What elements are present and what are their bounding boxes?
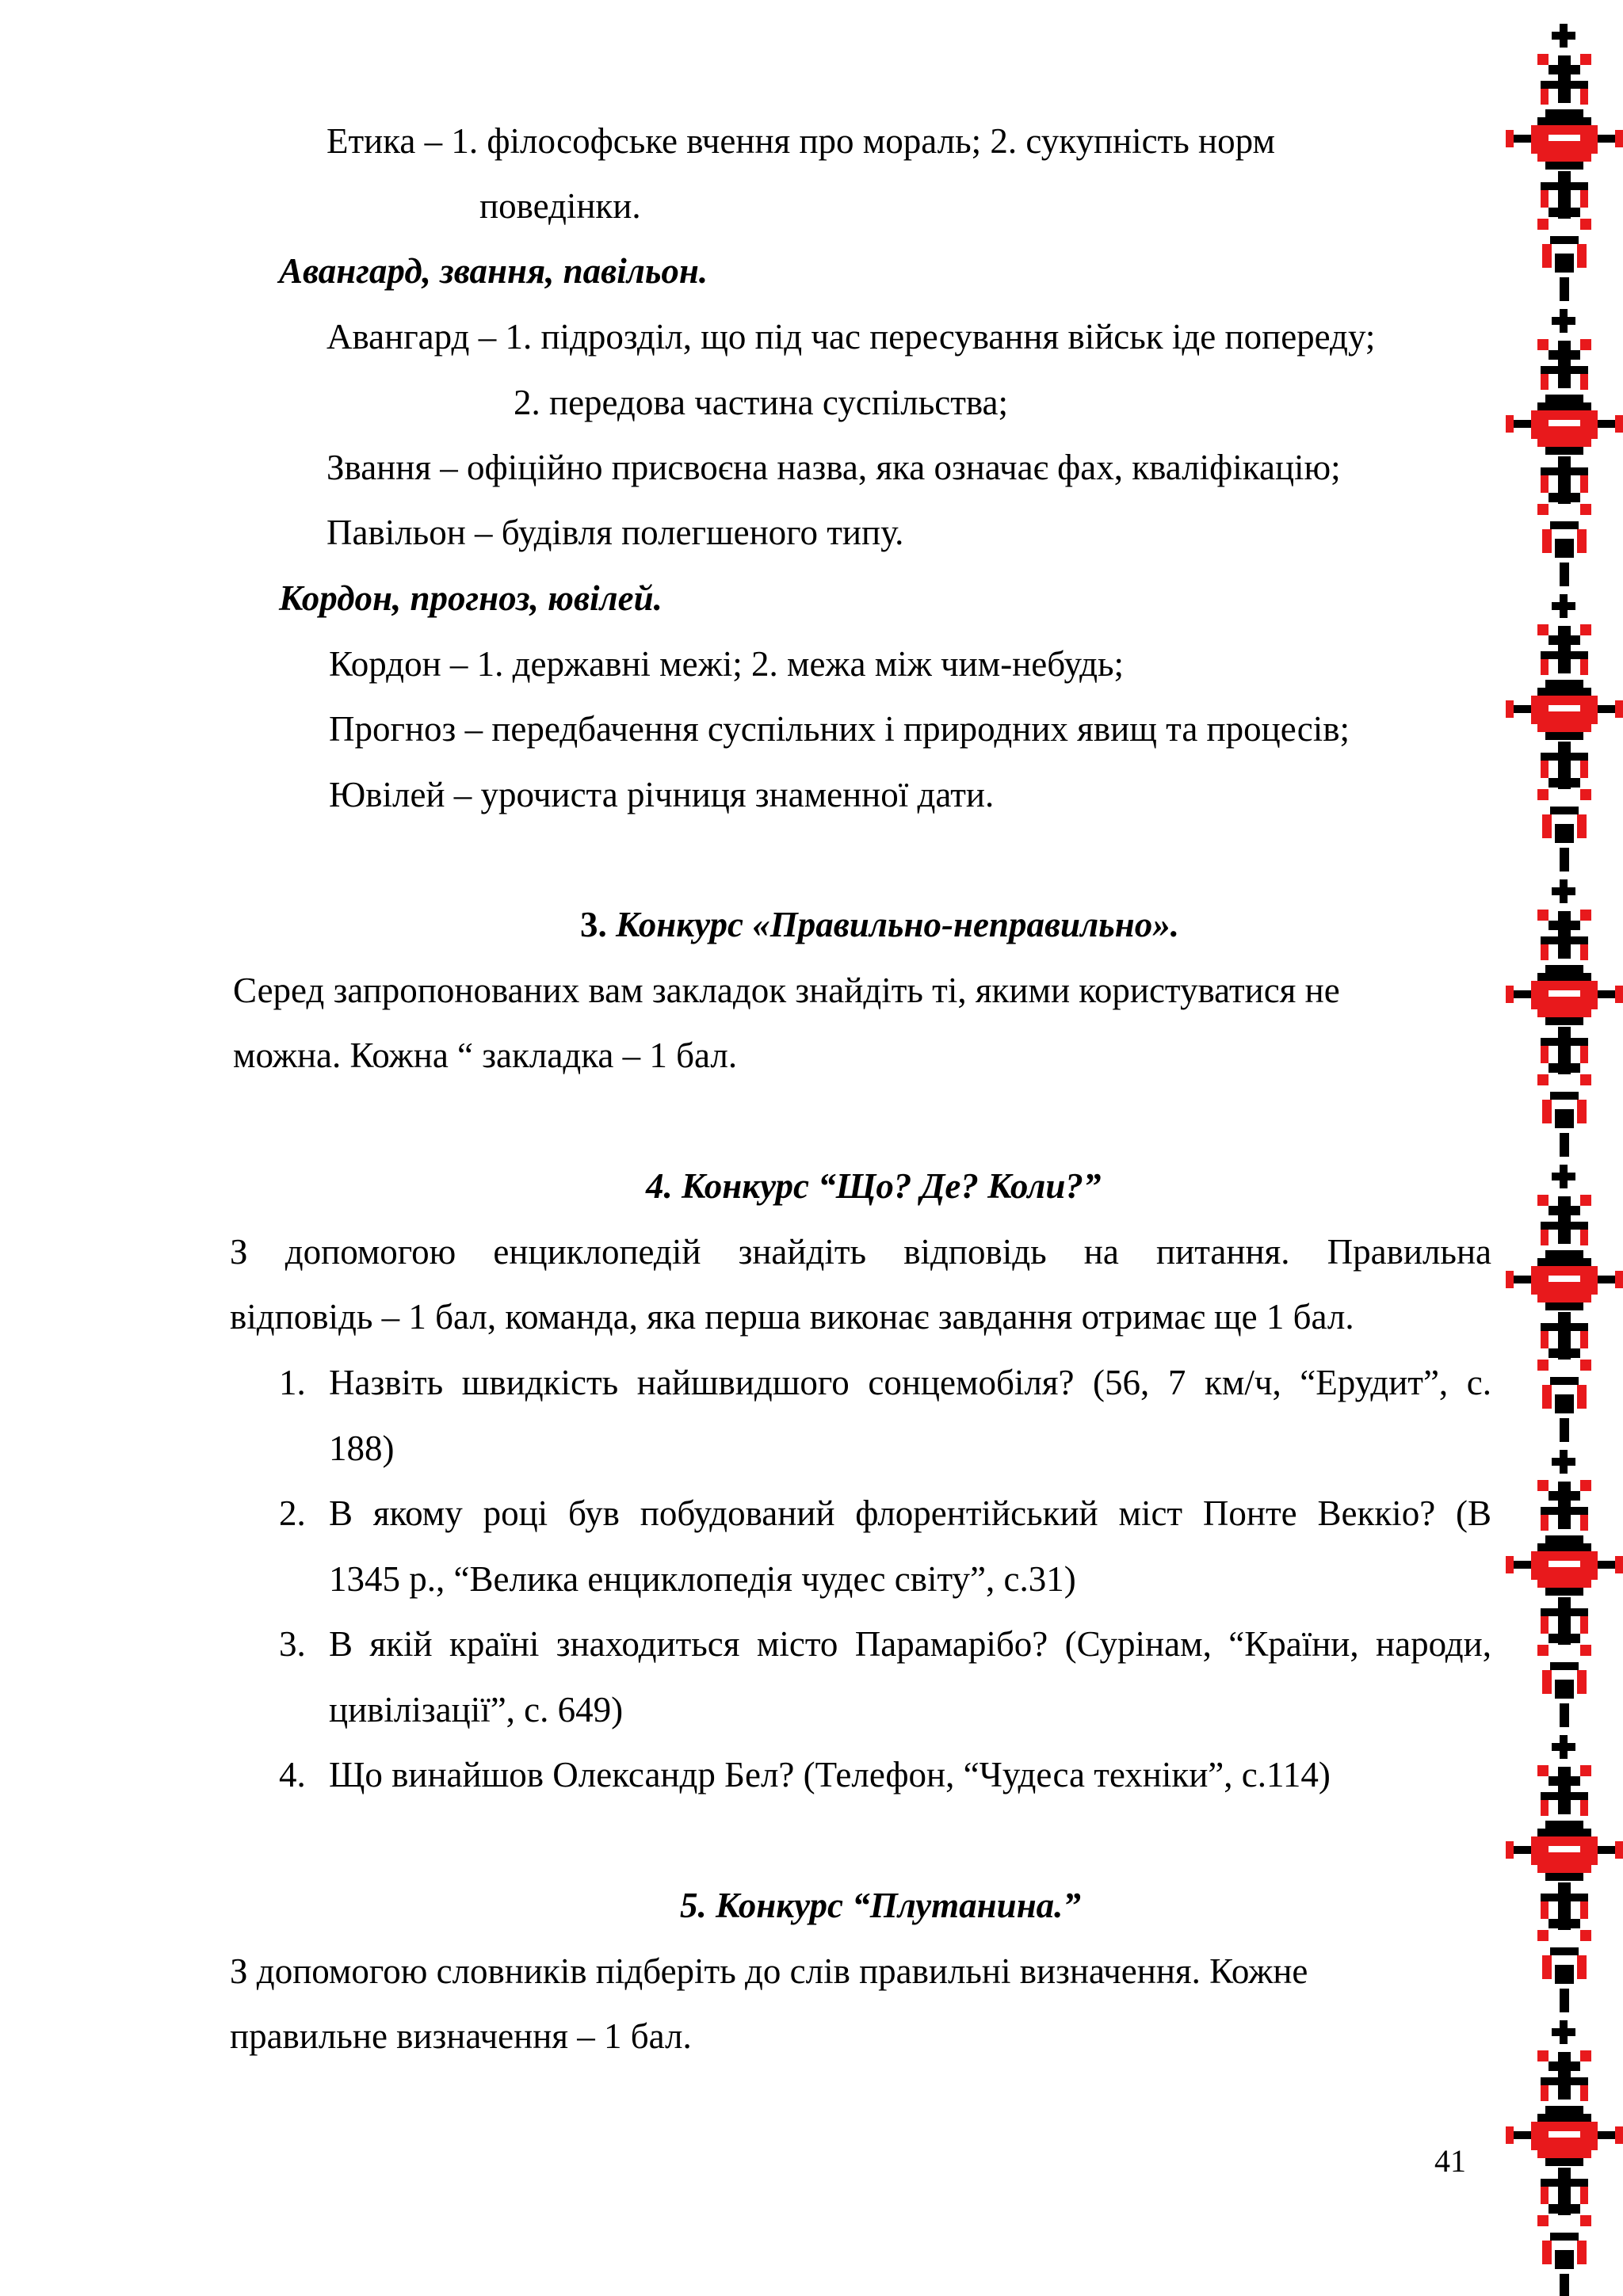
definition-avangard: Авангард – 1. підрозділ, що під час пересування військ іде попереду; (327, 317, 1376, 357)
contest5-text: З допомогою словників підберіть до слів правильні визначення. Кожне (230, 1951, 1308, 1991)
question-text: цивілізації”, с. 649) (329, 1690, 624, 1730)
page-number: 41 (1434, 2143, 1466, 2179)
contest3-text: Серед запропонованих вам закладок знайдіть ті, якими користуватися не (233, 971, 1340, 1010)
definition-prognoz: Прогноз – передбачення суспільних і природних явищ та процесів; (329, 709, 1350, 749)
contest4-text: відповідь – 1 бал, команда, яка перша виконає завдання отримає ще 1 бал. (230, 1297, 1354, 1337)
word-group-heading: Кордон, прогноз, ювілей. (279, 578, 663, 618)
contest3-text: можна. Кожна “ закладка – 1 бал. (233, 1035, 738, 1075)
question-text: В якому році був побудований флорентійський міст Понте Веккіо? (В (329, 1493, 1491, 1533)
definition-zvannia: Звання – офіційно присвоєна назва, яка означає фах, кваліфікацію; (327, 448, 1341, 487)
definition-yuvilei: Ювілей – урочиста річниця знаменної дати. (329, 775, 995, 814)
question-text: В якій країні знаходиться місто Парамарібо? (Сурінам, “Країни, народи, (329, 1624, 1491, 1664)
contest3-title (580, 907, 1179, 943)
contest3-name: Конкурс «Правильно-неправильно». (616, 905, 1179, 944)
question-text: Назвіть швидкість найшвидшого сонцемобіля? (56, 7 км/ч, “Ерудит”, с. (329, 1363, 1491, 1402)
definition-avangard-2: 2. передова частина суспільства; (514, 383, 1009, 422)
list-number: 2. (279, 1493, 306, 1533)
contest4-text: З допомогою енциклопедій знайдіть відповідь на питання. Правильна (230, 1232, 1491, 1272)
word-group-heading: Авангард, звання, павільон. (279, 251, 708, 291)
question-text: 188) (329, 1428, 395, 1468)
question-text: 1345 р., “Велика енциклопедія чудес світу”, с.31) (329, 1559, 1076, 1599)
definition-etyka: Етика – 1. філософське вчення про мораль; 2. сукупність норм (327, 121, 1275, 161)
contest3-number: 3. (580, 905, 607, 944)
contest4-title: 4. Конкурс “Що? Де? Коли?” (646, 1166, 1102, 1206)
definition-etyka-cont: поведінки. (479, 186, 641, 226)
list-number: 3. (279, 1624, 306, 1664)
definition-pavilion: Павільон – будівля полегшеного типу. (327, 513, 904, 552)
definition-kordon: Кордон – 1. державні межі; 2. межа між чим-небудь; (329, 644, 1125, 684)
contest5-title: 5. Конкурс “Плутанина.” (680, 1886, 1081, 1925)
embroidery-border-icon (1506, 0, 1623, 2296)
list-number: 4. (279, 1755, 306, 1794)
list-number: 1. (279, 1363, 306, 1402)
question-text: Що винайшов Олександр Бел? (Телефон, “Чудеса техніки”, с.114) (329, 1755, 1331, 1794)
contest5-text: правильне визначення – 1 бал. (230, 2016, 692, 2056)
